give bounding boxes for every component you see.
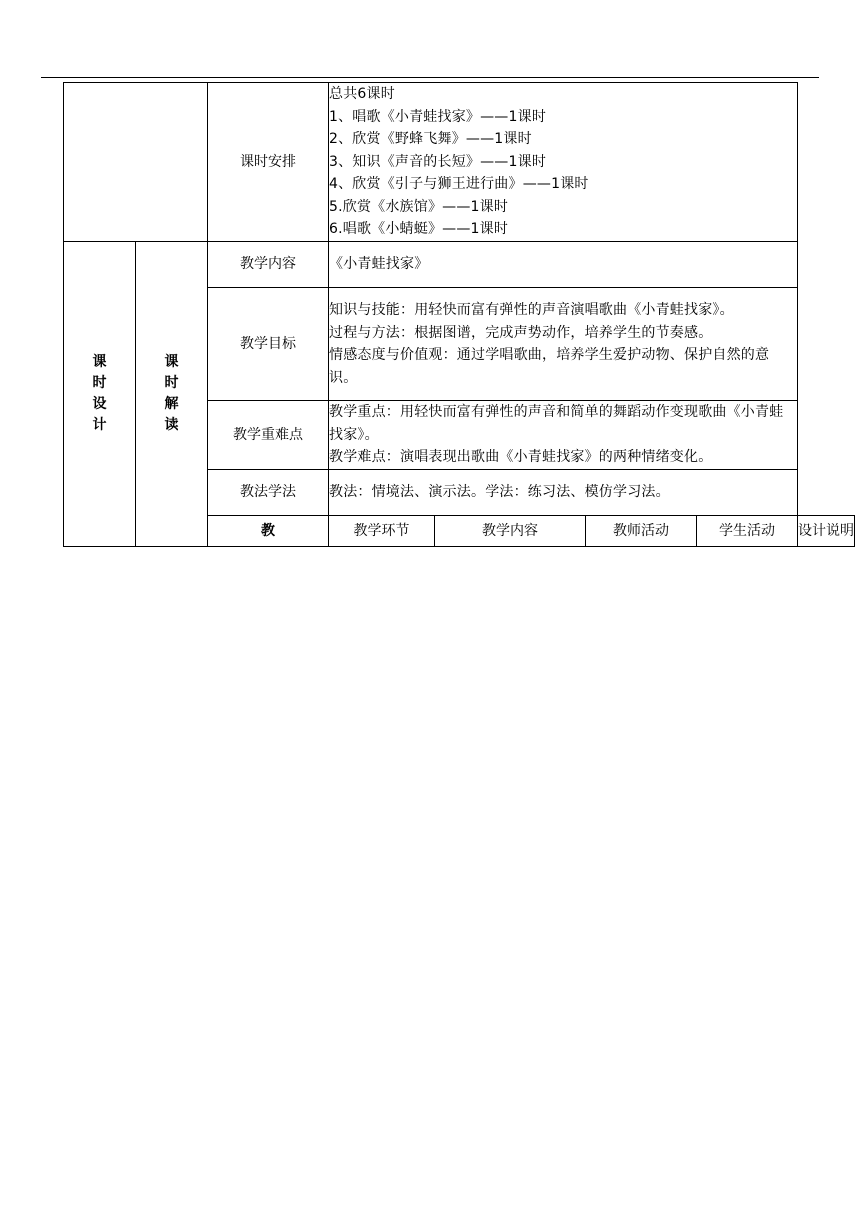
schedule-label: 课时安排 [208, 83, 329, 242]
lesson-plan-table [63, 82, 855, 547]
objectives-value [329, 288, 798, 401]
objective-process: 过程与方法：根据图谱，完成声势动作，培养学生的节奏感。 [329, 324, 713, 341]
focus-difficulty: 教学难点：演唱表现出歌曲《小青蛙找家》的两种情绪变化。 [329, 449, 713, 466]
schedule-line: 总共6课时 [329, 86, 395, 103]
content-value [329, 242, 798, 288]
objective-knowledge: 知识与技能：用轻快而富有弹性的声音演唱歌曲《小青蛙找家》。 [329, 302, 734, 318]
objective-attitude: 情感态度与价值观：通过学唱歌曲，培养学生爱护动物、保护自然的意识。 [329, 347, 770, 386]
design-inner-label-cell [136, 242, 208, 547]
focus-key: 教学重点：用轻快而富有弹性的声音和简单的舞蹈动作变现歌曲《小青蛙找家》。 [329, 404, 784, 443]
schedule-line: 2、欣赏《野蜂飞舞》——1课时 [329, 131, 532, 148]
schedule-blank-cell [64, 83, 208, 242]
methods-value [329, 470, 798, 516]
schedule-line: 4、欣赏《引子与狮王进行曲》——1课时 [329, 176, 589, 193]
design-row-content [64, 242, 855, 288]
process-header-col: 教学环节 [329, 516, 435, 547]
process-header-col: 学生活动 [697, 516, 798, 547]
design-outer-label-cell [64, 242, 136, 547]
process-header-first: 教 [208, 516, 329, 547]
focus-label: 教学重难点 [208, 401, 329, 470]
schedule-content [329, 83, 798, 242]
content-label: 教学内容 [208, 242, 329, 288]
objectives-label: 教学目标 [208, 288, 329, 401]
methods-text: 教法：情境法、演示法。学法：练习法、模仿学习法。 [329, 484, 670, 501]
methods-label: 教法学法 [208, 470, 329, 516]
schedule-line: 1、唱歌《小青蛙找家》——1课时 [329, 108, 547, 125]
process-header-col: 教学内容 [435, 516, 586, 547]
process-header-col: 教师活动 [586, 516, 697, 547]
schedule-line: 3、知识《声音的长短》——1课时 [329, 153, 547, 170]
content-text: 《小青蛙找家》 [329, 256, 429, 273]
process-header-col: 设计说明 [798, 516, 855, 547]
schedule-line: 6.唱歌《小蜻蜓》——1课时 [329, 221, 509, 238]
schedule-row [64, 83, 855, 242]
focus-value [329, 401, 798, 470]
design-outer-label: 课时设计 [92, 354, 107, 433]
schedule-line: 5.欣赏《水族馆》——1课时 [329, 198, 509, 215]
header-rule [41, 77, 819, 78]
design-inner-label: 课时解读 [164, 354, 179, 433]
